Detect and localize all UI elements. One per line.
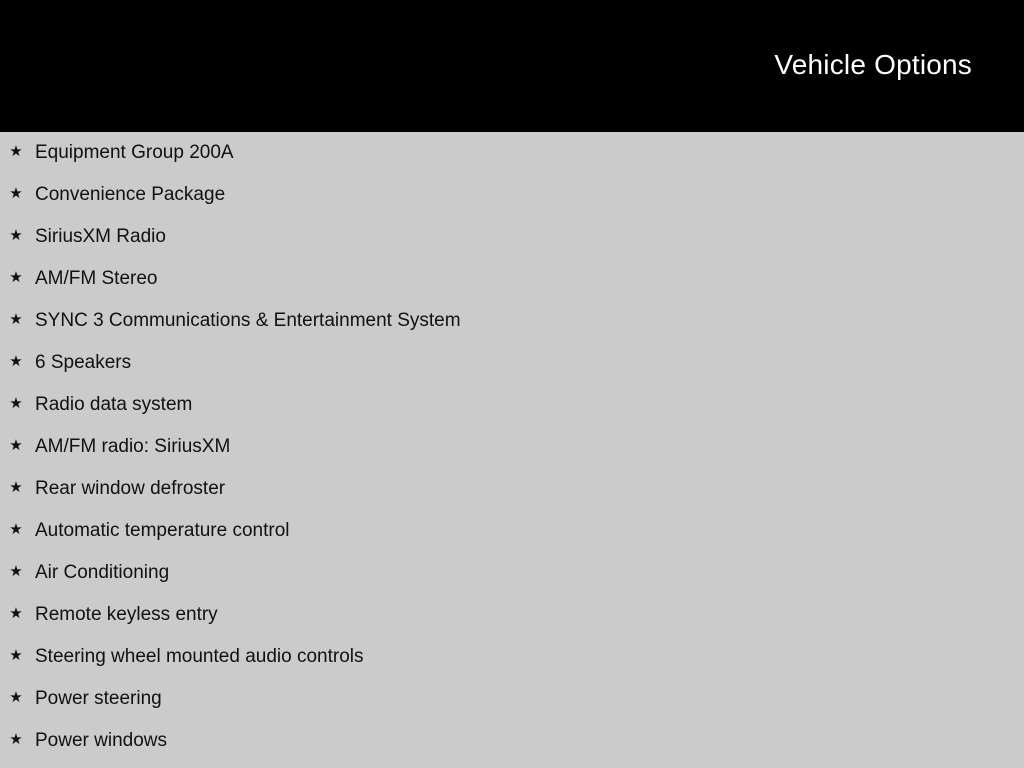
star-icon: ★ bbox=[9, 436, 23, 454]
star-icon: ★ bbox=[9, 688, 23, 706]
option-label: Convenience Package bbox=[35, 184, 226, 205]
option-label: AM/FM radio: SiriusXM bbox=[35, 436, 231, 457]
option-label: Air Conditioning bbox=[35, 562, 170, 583]
list-item bbox=[0, 300, 1024, 342]
option-label: Automatic temperature control bbox=[35, 520, 290, 541]
list-item bbox=[0, 426, 1024, 468]
option-label: SYNC 3 Communications & Entertainment System bbox=[35, 310, 461, 331]
star-icon: ★ bbox=[9, 184, 23, 202]
star-icon: ★ bbox=[9, 142, 23, 160]
list-item bbox=[0, 594, 1024, 636]
list-item bbox=[0, 552, 1024, 594]
option-label: Radio data system bbox=[35, 394, 193, 415]
option-label: AM/FM Stereo bbox=[35, 268, 158, 289]
list-item bbox=[0, 342, 1024, 384]
list-item bbox=[0, 720, 1024, 762]
star-icon: ★ bbox=[9, 562, 23, 580]
list-item bbox=[0, 258, 1024, 300]
star-icon: ★ bbox=[9, 394, 23, 412]
option-label: SiriusXM Radio bbox=[35, 226, 166, 247]
option-label: Power windows bbox=[35, 730, 167, 751]
list-item bbox=[0, 216, 1024, 258]
star-icon: ★ bbox=[9, 352, 23, 370]
star-icon: ★ bbox=[9, 478, 23, 496]
option-label: Steering wheel mounted audio controls bbox=[35, 646, 364, 667]
list-item bbox=[0, 510, 1024, 552]
option-label: Power steering bbox=[35, 688, 162, 709]
vehicle-options-list bbox=[0, 132, 1024, 768]
star-icon: ★ bbox=[9, 520, 23, 538]
star-icon: ★ bbox=[9, 646, 23, 664]
option-label: Rear window defroster bbox=[35, 478, 226, 499]
star-icon: ★ bbox=[9, 310, 23, 328]
star-icon: ★ bbox=[9, 268, 23, 286]
star-icon: ★ bbox=[9, 226, 23, 244]
list-item bbox=[0, 132, 1024, 174]
option-label: Equipment Group 200A bbox=[35, 142, 234, 163]
option-label: 6 Speakers bbox=[35, 352, 132, 373]
list-item bbox=[0, 384, 1024, 426]
page-title: Vehicle Options bbox=[774, 49, 972, 80]
star-icon: ★ bbox=[9, 604, 23, 622]
list-item bbox=[0, 468, 1024, 510]
list-item bbox=[0, 636, 1024, 678]
option-label: Remote keyless entry bbox=[35, 604, 218, 625]
list-item bbox=[0, 174, 1024, 216]
list-item bbox=[0, 678, 1024, 720]
star-icon: ★ bbox=[9, 730, 23, 748]
page-header bbox=[0, 0, 1024, 132]
